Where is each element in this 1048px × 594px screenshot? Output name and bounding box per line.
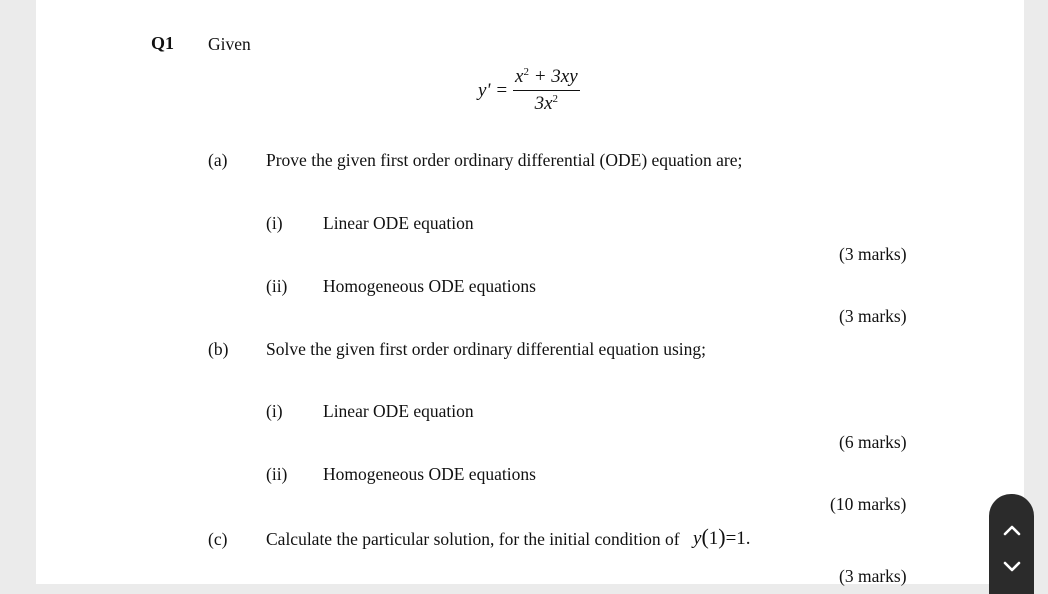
part-a-i-marks: (3 marks) xyxy=(839,244,907,264)
part-a-ii-label: (ii) xyxy=(266,276,288,296)
next-page-button[interactable] xyxy=(989,549,1034,585)
part-a-i-label: (i) xyxy=(266,213,283,233)
question-number: Q1 xyxy=(151,33,175,53)
part-a-label: (a) xyxy=(208,150,228,170)
part-b-ii-label: (ii) xyxy=(266,464,288,484)
equation-numerator: $x^2 + 3xy$ xyxy=(515,66,578,87)
part-a-ii-text: Homogeneous ODE equations xyxy=(323,276,536,296)
part-c-label: (c) xyxy=(208,529,228,549)
part-b-i-label: (i) xyxy=(266,401,283,421)
part-b-i-text: Linear ODE equation xyxy=(323,401,474,421)
part-c-text: Calculate the particular solution, for the initial condition of xyxy=(266,529,680,549)
part-b-label: (b) xyxy=(208,339,229,359)
previous-page-button[interactable] xyxy=(989,512,1034,548)
equation-fraction xyxy=(513,66,580,115)
part-a-ii-marks: (3 marks) xyxy=(839,306,907,326)
part-b-ii-text: Homogeneous ODE equations xyxy=(323,464,536,484)
part-b-ii-marks: (10 marks) xyxy=(830,494,907,514)
equation-denominator: $3x^2$ xyxy=(534,93,559,114)
part-c-marks: (3 marks) xyxy=(839,566,907,586)
question-intro: Given xyxy=(208,34,251,54)
initial-condition: y(1)=1. xyxy=(693,524,751,549)
page-navigation xyxy=(989,494,1034,594)
part-b-text: Solve the given first order ordinary differential equation using; xyxy=(266,339,706,359)
part-a-text: Prove the given first order ordinary differential (ODE) equation are; xyxy=(266,150,743,170)
fraction-bar xyxy=(513,90,580,91)
part-a-i-text: Linear ODE equation xyxy=(323,213,474,233)
document-page xyxy=(36,0,1024,584)
equation-lhs: y' = xyxy=(478,80,509,101)
part-b-i-marks: (6 marks) xyxy=(839,432,907,452)
chevron-down-icon xyxy=(1002,560,1022,574)
chevron-up-icon xyxy=(1002,523,1022,537)
